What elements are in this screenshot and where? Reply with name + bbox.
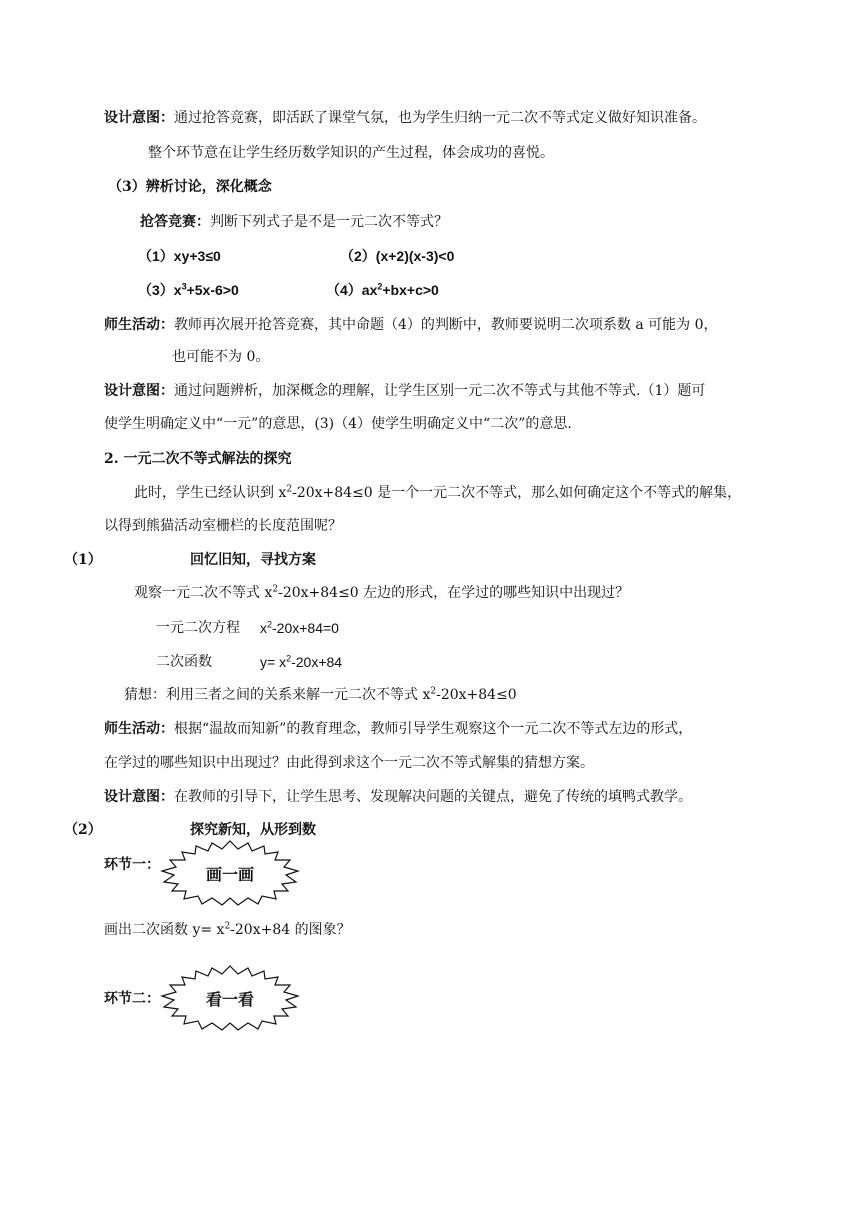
step-one-label: 环节一： — [104, 857, 160, 873]
teacher-activity-2-cont: 在学过的哪些知识中出现过？由此得到求这个一元二次不等式解集的猜想方案。 — [104, 755, 594, 771]
observe-line: 观察一元二次不等式 $x^2-20x+84\le 0$ 左边的形式，在学过的哪些知识中出现过？ — [134, 584, 630, 601]
paragraph: 此时，学生已经认识到 $x^2-20x+84\le 0$ 是一个一元二次不等式，那么如何确定这个不等式的解集， — [134, 484, 742, 501]
guess-line: 猜想：利用三者之间的关系来解一元二次不等式 $x^2-20x+84\le 0$ — [124, 686, 517, 703]
design-intent-2-cont: 使学生明确定义中“一元”的意思，(3)（4）使学生明确定义中“二次”的意思. — [104, 416, 572, 432]
step-two-label: 环节二： — [104, 991, 160, 1007]
label: 抢答竞赛： — [140, 214, 210, 230]
design-intent-3: 设计意图：在教师的引导下，让学生思考、发现解决问题的关键点，避免了传统的填鸭式教学。 — [104, 789, 692, 805]
function-label: 二次函数 — [156, 654, 212, 670]
teacher-activity-1: 师生活动：教师再次展开抢答竞赛，其中命题（4）的判断中，教师要说明二次项系数 a 可能为 0， — [104, 317, 718, 333]
equation-label: 一元二次方程 — [156, 620, 240, 636]
question-3: $(3)x^3+5x-6>0$ — [138, 281, 239, 298]
teacher-activity-1-cont: 也可能不为 0。 — [172, 349, 270, 365]
draw-instruction: 画出二次函数 $y= x^2-20x+84$ 的图象？ — [104, 921, 351, 938]
contest-line — [140, 212, 448, 232]
design-intent-2: 设计意图：通过问题辨析，加深概念的理解，让学生区别一元二次不等式与其他不等式.（1）题可 — [104, 383, 706, 399]
question-4: $(4)ax^2+bx+c>0$ — [326, 281, 439, 298]
step-title: 回忆旧知，寻找方案 — [190, 552, 316, 568]
question-1: （1）xy+3≤0 — [138, 248, 221, 264]
subsection-heading: （3）辨析讨论，深化概念 — [108, 179, 272, 195]
design-intent-1 — [104, 108, 706, 128]
badge-label: 画一画 — [205, 864, 254, 884]
teacher-activity-2: 师生活动：根据“温故而知新”的教育理念，教师引导学生观察这个一元二次不等式左边的形式， — [104, 721, 693, 737]
equation: $x^2-20x+84=0$ — [260, 619, 339, 636]
question-2: （2）(x+2)(x-3)<0 — [340, 248, 455, 264]
step-number: （1） — [64, 552, 102, 568]
text: 通过抢答竞赛，即活跃了课堂气氛，也为学生归纳一元二次不等式定义做好知识准备。 — [174, 110, 706, 126]
section-heading: 2. 一元二次不等式解法的探究 — [104, 451, 292, 467]
starburst-badge — [160, 840, 300, 906]
function: $y= x^2-20x+84$ — [260, 653, 343, 670]
paragraph: 整个环节意在让学生经历数学知识的产生过程，体会成功的喜悦。 — [148, 145, 554, 161]
label: 设计意图： — [104, 110, 174, 126]
text: 判断下列式子是不是一元二次不等式？ — [210, 214, 448, 230]
starburst-badge — [160, 965, 300, 1031]
paragraph-cont: 以得到熊猫活动室栅栏的长度范围呢？ — [104, 518, 342, 534]
badge-label: 看一看 — [205, 989, 254, 1009]
step-title: 探究新知，从形到数 — [190, 822, 316, 838]
step-number: （2） — [64, 822, 102, 838]
